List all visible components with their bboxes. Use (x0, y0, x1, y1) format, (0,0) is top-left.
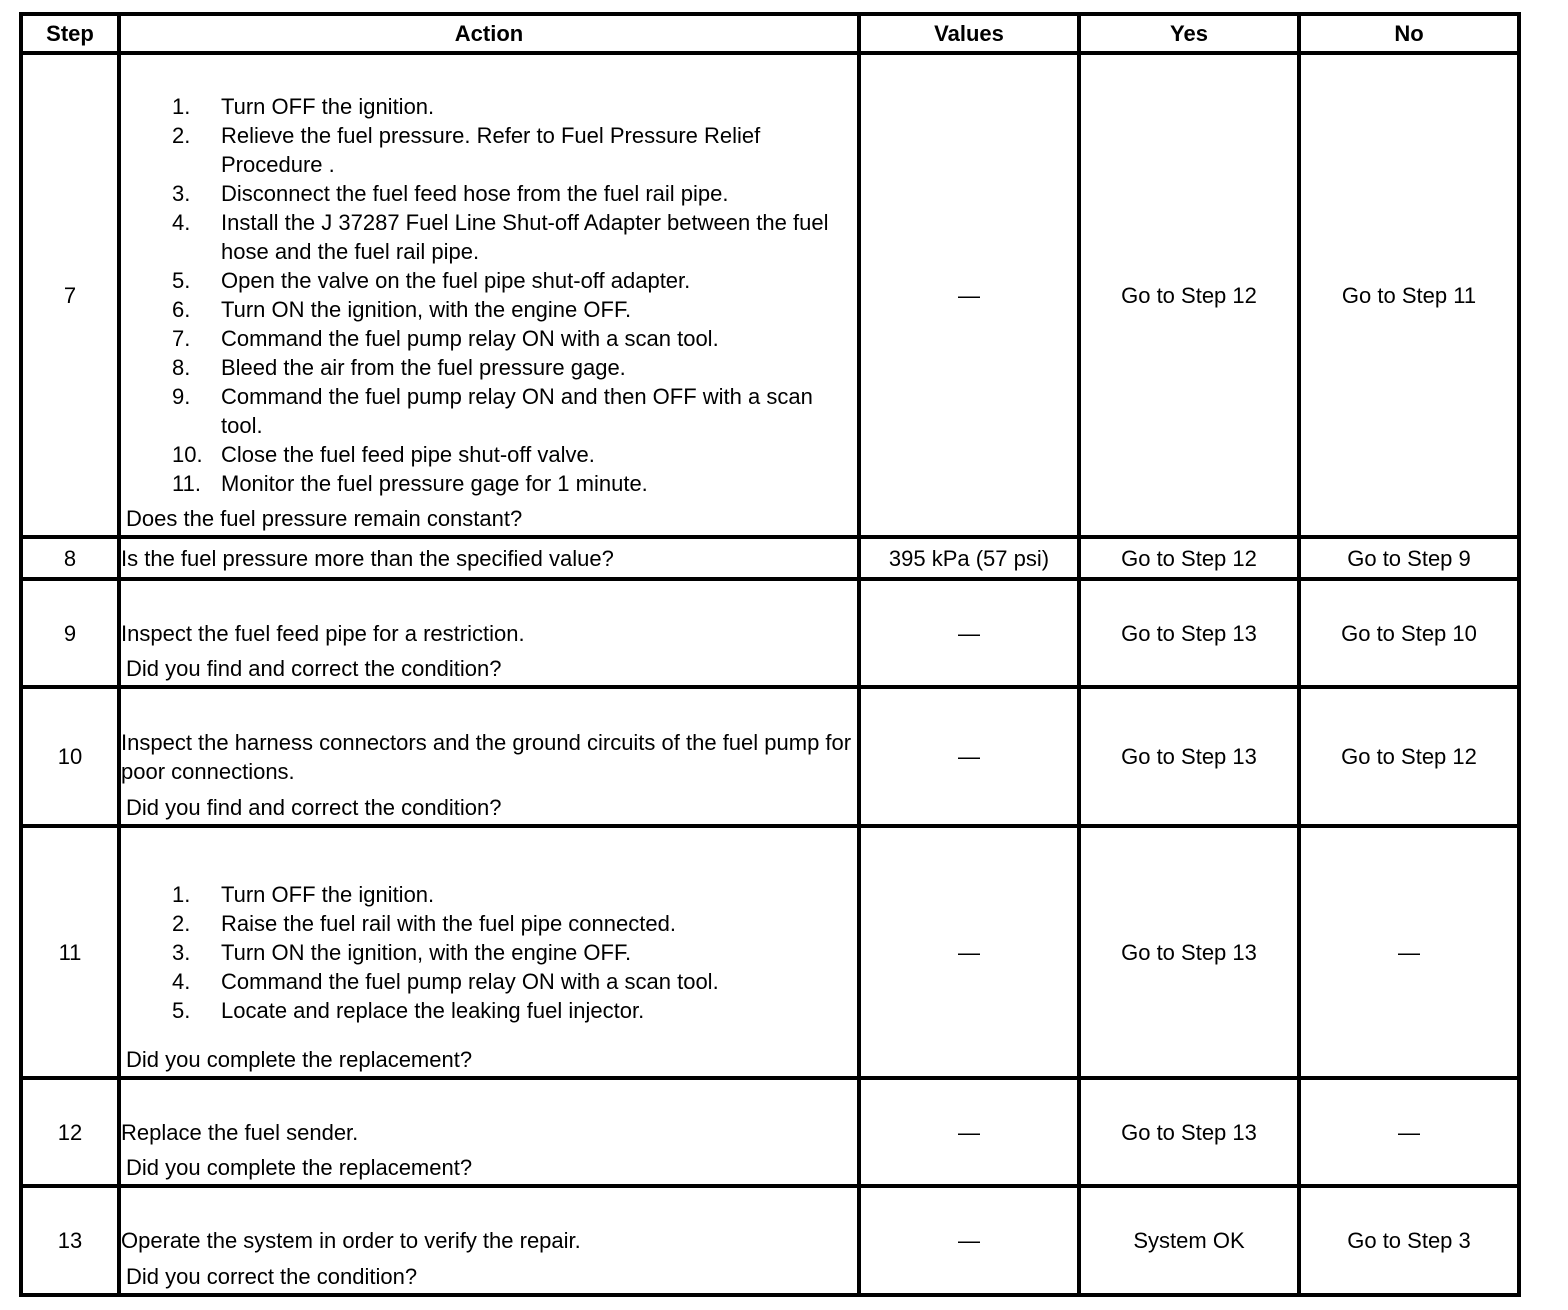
step-number: 12 (21, 1078, 119, 1186)
action-text: Inspect the harness connectors and the ground circuits of the fuel pump for poor connections. (121, 729, 852, 784)
no-result: — (1299, 826, 1519, 1078)
value-cell: — (859, 1078, 1079, 1186)
table-row (21, 687, 1519, 826)
diagnostic-table (19, 12, 1521, 1297)
no-result: Go to Step 11 (1299, 53, 1519, 537)
procedure-item: 9. Command the fuel pump relay ON and then OFF with a scan tool. (172, 384, 813, 438)
value-cell: — (859, 826, 1079, 1078)
procedure-item: 10. Close the fuel feed pipe shut-off valve. (172, 442, 595, 467)
procedure-item: 4. Command the fuel pump relay ON with a scan tool. (172, 968, 719, 994)
no-result: Go to Step 9 (1299, 537, 1519, 579)
no-result: — (1299, 1078, 1519, 1186)
action-text: Inspect the fuel feed pipe for a restriction. (121, 620, 525, 646)
table-row (21, 579, 1519, 687)
procedure-item: 6. Turn ON the ignition, with the engine OFF. (172, 297, 632, 322)
procedure-item: 4. Install the J 37287 Fuel Line Shut-off Adapter between the fuel hose and the fuel rail pipe. (172, 210, 829, 264)
header-action: Action (119, 14, 859, 53)
step-number: 9 (21, 579, 119, 687)
action-cell (119, 53, 859, 537)
header-step: Step (21, 14, 119, 53)
procedure-item: 2. Relieve the fuel pressure. Refer to Fuel Pressure Relief Procedure . (172, 123, 761, 177)
procedure-item: 11. Monitor the fuel pressure gage for 1 minute. (172, 471, 648, 496)
question-text: Did you find and correct the condition? (126, 795, 502, 820)
value-cell: — (859, 687, 1079, 826)
table-row (21, 1078, 1519, 1186)
procedure-item: 3. Turn ON the ignition, with the engine OFF. (172, 939, 632, 965)
procedure-list (121, 92, 857, 498)
action-cell (119, 826, 859, 1078)
action-text: Replace the fuel sender. (121, 1119, 359, 1145)
question-text: Does the fuel pressure remain constant? (126, 506, 523, 531)
step-number: 13 (21, 1186, 119, 1295)
action-text: Operate the system in order to verify the repair. (121, 1228, 581, 1253)
diagnostic-table-wrapper (19, 12, 1521, 1297)
table-row (21, 826, 1519, 1078)
table-row (21, 1186, 1519, 1295)
question-text: Did you correct the condition? (126, 1264, 418, 1289)
procedure-item: 1. Turn OFF the ignition. (172, 881, 435, 907)
action-cell (119, 537, 859, 579)
procedure-item: 2. Raise the fuel rail with the fuel pipe connected. (172, 910, 676, 936)
step-number: 8 (21, 537, 119, 579)
no-result: Go to Step 10 (1299, 579, 1519, 687)
yes-result: Go to Step 13 (1079, 826, 1299, 1078)
action-cell (119, 579, 859, 687)
no-result: Go to Step 3 (1299, 1186, 1519, 1295)
value-cell: — (859, 1186, 1079, 1295)
question-text: Did you find and correct the condition? (126, 656, 502, 681)
procedure-item: 5. Open the valve on the fuel pipe shut-off adapter. (172, 268, 691, 293)
yes-result: Go to Step 13 (1079, 687, 1299, 826)
procedure-item: 1. Turn OFF the ignition. (172, 94, 435, 119)
header-row (21, 14, 1519, 53)
yes-result: Go to Step 13 (1079, 579, 1299, 687)
yes-result: Go to Step 12 (1079, 537, 1299, 579)
no-result: Go to Step 12 (1299, 687, 1519, 826)
action-cell (119, 687, 859, 826)
table-row (21, 537, 1519, 579)
yes-result: Go to Step 13 (1079, 1078, 1299, 1186)
header-yes: Yes (1079, 14, 1299, 53)
header-values: Values (859, 14, 1079, 53)
step-number: 11 (21, 826, 119, 1078)
question-text: Did you complete the replacement? (126, 1047, 473, 1072)
procedure-list (121, 880, 857, 1025)
procedure-item: 7. Command the fuel pump relay ON with a scan tool. (172, 326, 719, 351)
step-number: 10 (21, 687, 119, 826)
value-cell: 395 kPa (57 psi) (859, 537, 1079, 579)
procedure-item: 3. Disconnect the fuel feed hose from the fuel rail pipe. (172, 181, 729, 206)
value-cell: — (859, 579, 1079, 687)
header-no: No (1299, 14, 1519, 53)
procedure-item: 8. Bleed the air from the fuel pressure gage. (172, 355, 626, 380)
action-cell (119, 1078, 859, 1186)
yes-result: Go to Step 12 (1079, 53, 1299, 537)
step-number: 7 (21, 53, 119, 537)
question-text: Is the fuel pressure more than the specified value? (121, 545, 614, 571)
value-cell: — (859, 53, 1079, 537)
question-text: Did you complete the replacement? (126, 1155, 473, 1180)
action-cell (119, 1186, 859, 1295)
yes-result: System OK (1079, 1186, 1299, 1295)
procedure-item: 5. Locate and replace the leaking fuel injector. (172, 997, 645, 1023)
table-row (21, 53, 1519, 537)
